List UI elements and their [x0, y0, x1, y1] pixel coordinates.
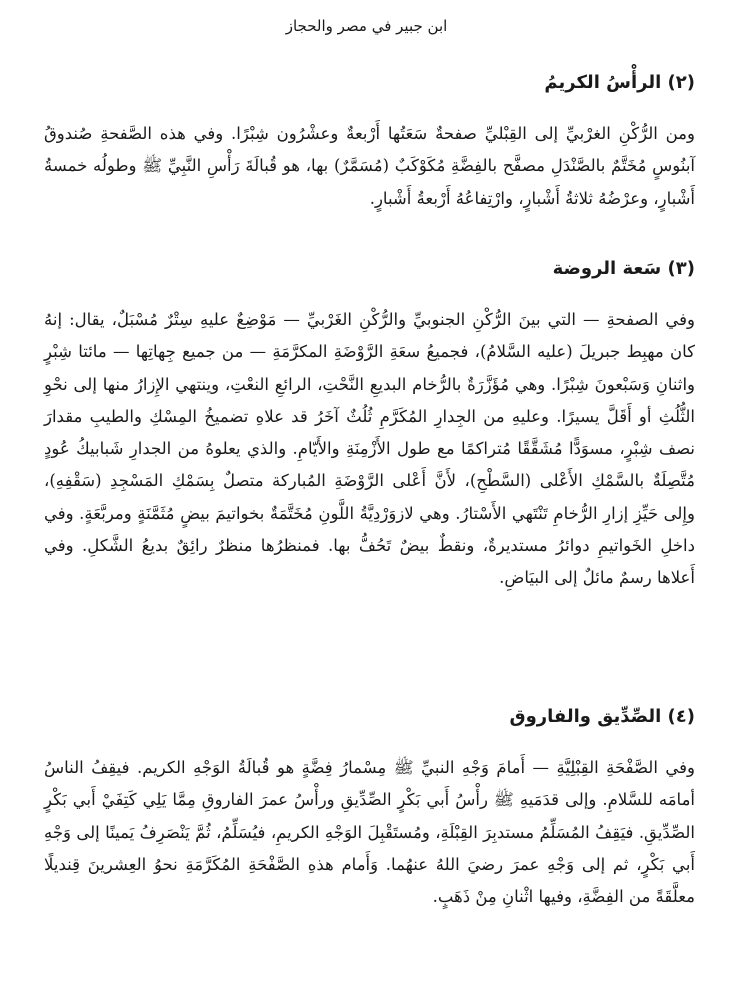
section-heading: (٢) الرأْسُ الكريمُ [544, 72, 695, 93]
section-siddiq-farouq [44, 702, 695, 913]
section-heading: (٣) سَعة الروضة [552, 258, 695, 279]
section-head-of-prophet [44, 68, 695, 215]
section-heading: (٤) الصِّدِّيق والفاروق [509, 706, 695, 727]
section-paragraph: وفي الصَّفْحَةِ القِبْلِيَّةِ — أَمامَ وَجْهِ النبيِّ ﷺ مِسْمارُ فِضَّةٍ هو قُبالَةُ الوَجْهِ الكريم. فيقِفُ الناسُ أمامَه للسَّلامِ. وإلى قدَمَيهِ ﷺ رأْسُ أَبي بَكْرٍ الصِّدِّيقِ ورأْسُ عمرَ الفاروقِ مِمَّا يَلِي كَتِفَيْ أَبي بَكْرٍ الصِّدِّيقِ. فيَقِفُ المُسَلِّمُ مستدبِرَ القِبْلَةِ، ومُستَقْبِلَ الوَجْهِ الكريمِ، فيُسَلِّمُ، ثُمَّ يَنْصَرِفُ يَمينًا إلى وَجْهِ أَبي بَكْرٍ، ثم إلى وَجْهِ عمرَ رضيَ اللهُ عنهُما. وَأَمام هذهِ الصَّفْحَةِ المُكَرَّمَةِ نحوُ العِشرينَ قِنديلًا معلَّقَةً من الفِضَّةِ، وفيها اثْنانِ مِنْ ذَهَبٍ. [44, 758, 695, 907]
section-paragraph: وفي الصفحةِ — التي بينَ الرُّكْنِ الجنوبيِّ والرُّكْنِ الغَرْبيِّ — مَوْضِعٌ عليهِ سِتْرٌ مُسْبَلٌ، يقال: إنهُ كان مهبِط جبريلَ (عليه السَّلامُ)، فجميعُ سعَةِ الرَّوْضَةِ المكرَّمَةِ — من جميع جِهاتِها — مائتا شِبْرٍ واثنانِ وَسَبْعونَ شِبْرًا. وهي مُؤَزَّرَةٌ بالرُّخام البديعِ النَّحْتِ، الرائعِ النعْتِ، وينتهي الإِزارُ منها إلى نحْوِ الثُّلُثِ أو أَقَلَّ يسيرًا. وعليهِ من الجِدارِ المُكَرَّمِ ثُلُثٌ آخَرُ قد علاهِ تضميخُ المِسْكِ والطيبِ مقدارَ نصف شِبْرٍ، مسوَدًّا مُشَقَّقًا مُتراكمًا مع طول الأَزْمِنَةِ والأَيّامِ. والذي يعلوهُ من الجدارِ شَبابيكُ عُودٍ مُتَّصِلَةٌ بالسَّمْكِ الأَعْلى (السَّطْحِ)، لأَنَّ أَعْلى الرَّوْضَةِ المُباركة متصلٌ بِسَمْكِ المَسْجِدِ (سَقْفِهِ)، وإِلى حَيِّزِ إزارِ الرُّخامِ تَنْتَهي الأَسْتارُ. وهي لازوَرْدِيَّةُ اللَّونِ مُخَتَّمَةٌ بخواتيمَ بيضٍ مُثَمَّنَةٍ ومربَّعَةٍ. وفي داخلِ الخَواتيمِ دوائرُ مستديرةٌ، ونقطٌ بيضٌ تَحُفُّ بها. فمنظرُها منظرٌ رائِقٌ بديعُ الشَّكلِ. وفي أَعلاها رسمٌ مائلٌ إلى البيَاضِ. [44, 310, 695, 588]
section-rawdah-extent [44, 254, 695, 595]
section-paragraph: ومن الرُّكْنِ الغرْبيِّ إلى القِبْليِّ صفحةٌ سَعَتُها أَرْبعةٌ وعشْرُون شِبْرًا. وفي هذه الصَّفحةِ صُندوقُ آبنُوسٍ مُخَتَّمٌ بالصَّنْدَلِ مصفَّح بالفِضَّةِ مُكَوْكَبٌ (مُسَمَّرٌ) بها، هو قُبالَةَ رَأْسِ النَّبِيِّ ﷺ وطولُه خمسةُ أَشْبارٍ، وعرْضُهُ ثلاثةُ أَشْبارٍ، وارْتِفاعُهُ أَرْبعةُ أَشْبارٍ. [44, 124, 695, 208]
running-header: ابن جبير في مصر والحجاز [285, 17, 448, 35]
